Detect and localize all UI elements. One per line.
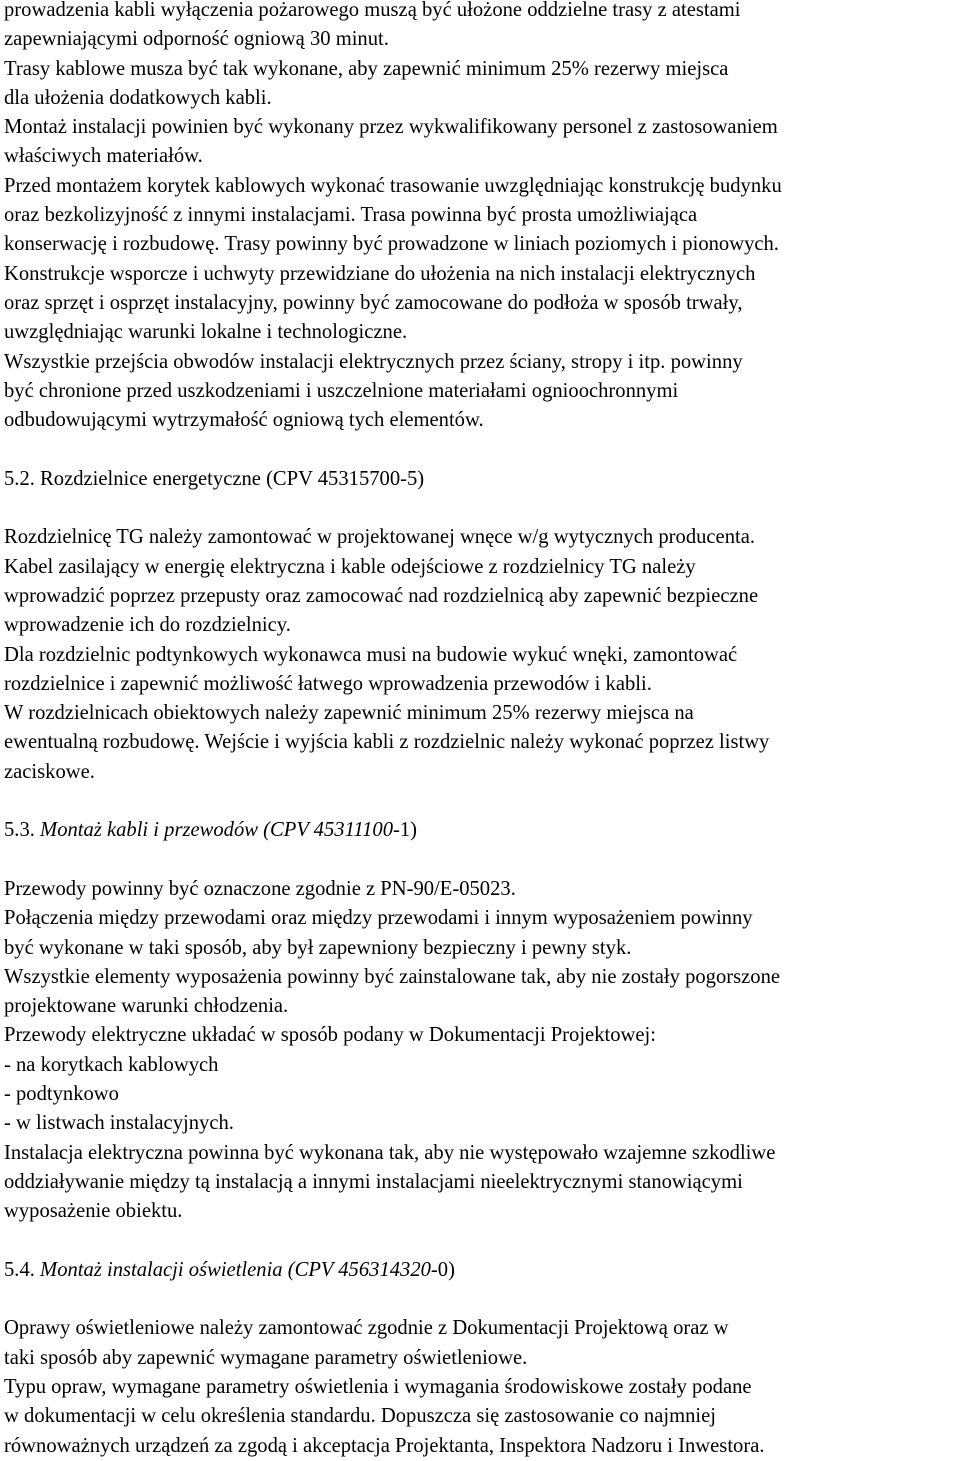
section-5-3: [4, 816, 958, 1226]
text-line: być wykonane w taki sposób, aby był zapewniony bezpieczny i pewny styk.: [4, 936, 632, 959]
section-heading-5-3: [4, 816, 958, 845]
text-line: równoważnych urządzeń za zgodą i akceptacja Projektanta, Inspektora Nadzoru i Inwestora.: [4, 1434, 765, 1457]
text-line: być chronione przed uszkodzeniami i uszczelnione materiałami ognioochronnymi: [4, 379, 679, 402]
text-line: Wszystkie przejścia obwodów instalacji elektrycznych przez ściany, stropy i itp. powinny: [4, 350, 743, 373]
section-title-tail: 0): [437, 1258, 455, 1281]
section-title: Montaż instalacji oświetlenia (CPV 456314320-: [40, 1258, 438, 1281]
text-line: oraz bezkolizyjność z innymi instalacjami. Trasa powinna być prosta umożliwiająca: [4, 204, 698, 227]
text-line: konserwację i rozbudowę. Trasy powinny być prowadzone w liniach poziomych i pionowych.: [4, 233, 779, 256]
text-line: zaciskowe.: [4, 760, 95, 783]
text-line: W rozdzielnicach obiektowych należy zapewnić minimum 25% rezerwy miejsca na: [4, 702, 694, 725]
text-line: Wszystkie elementy wyposażenia powinny być zainstalowane tak, aby nie zostały pogorszone: [4, 965, 781, 988]
text-line: rozdzielnice i zapewnić możliwość łatwego wprowadzenia przewodów i kabli.: [4, 672, 652, 695]
text-line: ewentualną rozbudowę. Wejście i wyjścia kabli z rozdzielnic należy wykonać poprzez listwy: [4, 731, 770, 754]
text-line: Typu opraw, wymagane parametry oświetlenia i wymagania środowiskowe zostały podane: [4, 1375, 752, 1398]
text-line: Przed montażem korytek kablowych wykonać trasowanie uwzględniając konstrukcję budynku: [4, 174, 782, 197]
text-line: Rozdzielnicę TG należy zamontować w projektowanej wnęce w/g wytycznych producenta.: [4, 526, 755, 549]
section-heading-5-2: 5.2. Rozdzielnice energetyczne (CPV 45315700-5): [4, 467, 425, 490]
text-line: oddziaływanie między tą instalacją a innymi instalacjami nieelektrycznymi stanowiącymi: [4, 1170, 743, 1193]
text-line: Kabel zasilający w energię elektryczna i kable odejściowe z rozdzielnicy TG należy: [4, 555, 696, 578]
body-text-block-1: [4, 0, 958, 435]
paragraph-gap: [4, 1226, 958, 1255]
paragraph-gap: [4, 787, 958, 816]
paragraph-gap: [4, 494, 958, 523]
text-line: projektowane warunki chłodzenia.: [4, 995, 289, 1018]
text-line: w dokumentacji w celu określenia standardu. Dopuszcza się zastosowanie co najmniej: [4, 1405, 716, 1428]
text-line: wyposażenie obiektu.: [4, 1200, 183, 1223]
text-line: Przewody powinny być oznaczone zgodnie z PN-90/E-05023.: [4, 877, 516, 900]
section-title-tail: 1): [399, 819, 418, 842]
text-line: prowadzenia kabli wyłączenia pożarowego muszą być ułożone oddzielne trasy z atestami: [4, 0, 741, 21]
section-heading-5-4: [4, 1256, 958, 1285]
text-line: Konstrukcje wsporcze i uchwyty przewidziane do ułożenia na nich instalacji elektrycznych: [4, 262, 756, 285]
section-title: Montaż kabli i przewodów (CPV 45311100-: [40, 819, 400, 842]
section-5-4: [4, 1256, 958, 1461]
text-line: Przewody elektryczne układać w sposób podany w Dokumentacji Projektowej:: [4, 1024, 656, 1047]
text-line: Instalacja elektryczna powinna być wykonana tak, aby nie występowało wzajemne szkodliwe: [4, 1141, 776, 1164]
list-item: - podtynkowo: [4, 1082, 119, 1105]
text-line: oraz sprzęt i osprzęt instalacyjny, powinny być zamocowane do podłoża w sposób trwały,: [4, 291, 743, 314]
text-line: właściwych materiałów.: [4, 145, 203, 168]
list-item: - na korytkach kablowych: [4, 1053, 219, 1076]
text-line: Montaż instalacji powinien być wykonany przez wykwalifikowany personel z zastosowaniem: [4, 116, 778, 139]
document-page: [4, 0, 958, 1461]
text-line: uwzględniając warunki lokalne i technologiczne.: [4, 321, 408, 344]
text-line: odbudowującymi wytrzymałość ogniową tych elementów.: [4, 409, 484, 432]
text-line: wprowadzenie ich do rozdzielnicy.: [4, 614, 291, 637]
text-line: zapewniającymi odporność ogniową 30 minut.: [4, 28, 389, 51]
section-5-2: [4, 465, 958, 787]
text-line: taki sposób aby zapewnić wymagane parametry oświetleniowe.: [4, 1346, 528, 1369]
section-number: 5.3.: [4, 819, 35, 842]
text-line: dla ułożenia dodatkowych kabli.: [4, 86, 272, 109]
paragraph-gap: [4, 1285, 958, 1314]
paragraph-gap: [4, 846, 958, 875]
section-number: 5.4.: [4, 1258, 35, 1281]
paragraph-gap: [4, 435, 958, 464]
text-line: Oprawy oświetleniowe należy zamontować zgodnie z Dokumentacji Projektową oraz w: [4, 1317, 729, 1340]
list-item: - w listwach instalacyjnych.: [4, 1112, 234, 1135]
text-line: Trasy kablowe musza być tak wykonane, aby zapewnić minimum 25% rezerwy miejsca: [4, 57, 729, 80]
text-line: Połączenia między przewodami oraz między przewodami i innym wyposażeniem powinny: [4, 907, 753, 930]
text-line: wprowadzić poprzez przepusty oraz zamocować nad rozdzielnicą aby zapewnić bezpieczne: [4, 584, 759, 607]
text-line: Dla rozdzielnic podtynkowych wykonawca musi na budowie wykuć wnęki, zamontować: [4, 643, 738, 666]
